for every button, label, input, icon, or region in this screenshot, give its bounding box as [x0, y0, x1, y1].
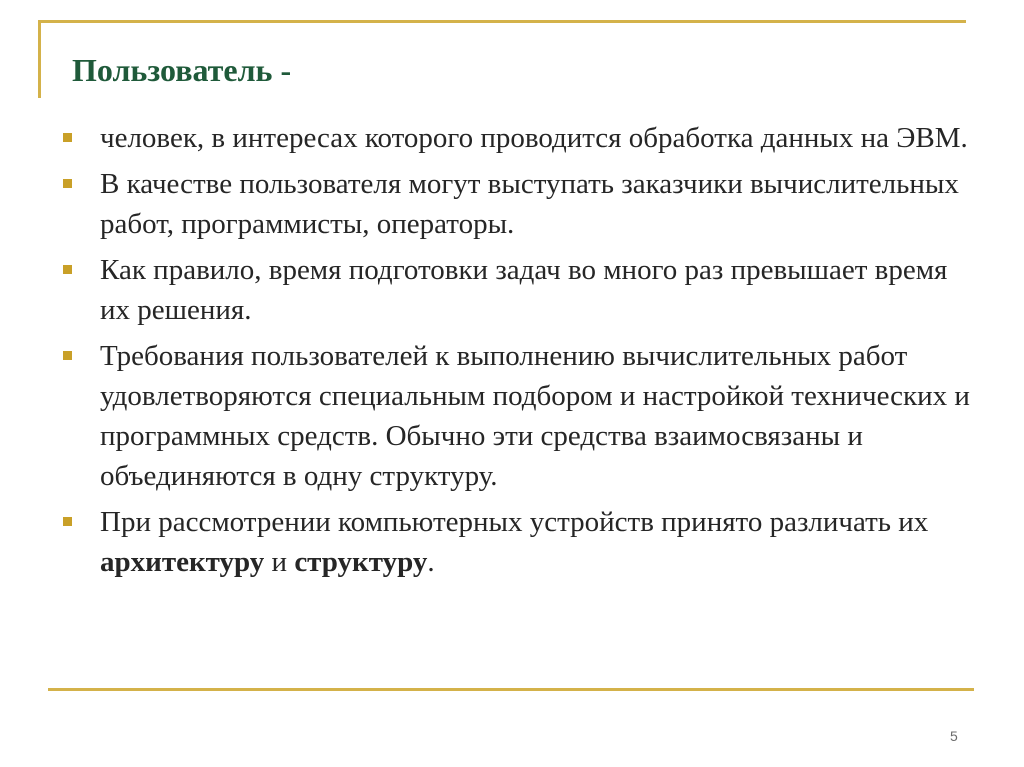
bullet-text: Как правило, время подготовки задач во много раз превышает время их решения.	[100, 254, 948, 326]
page-number: 5	[950, 728, 958, 744]
bold-term-architecture: архитектуру	[100, 546, 265, 578]
left-frame-line	[38, 20, 41, 98]
bullet-text-middle: и	[264, 546, 295, 578]
bullet-square-icon	[63, 351, 72, 360]
bullet-item-4	[58, 336, 978, 496]
bullet-item-2	[58, 164, 978, 244]
bullet-text: В качестве пользователя могут выступать заказчики вычислительных работ, программисты, операторы.	[100, 168, 959, 240]
bold-term-structure: структуру	[294, 546, 428, 578]
bullet-item-5	[58, 502, 978, 582]
slide-title: Пользователь -	[72, 52, 292, 88]
bullet-item-1	[58, 118, 978, 158]
top-frame-line	[38, 20, 966, 23]
bullet-text: Требования пользователей к выполнению вычислительных работ удовлетворяются специальным подбором и настройкой технических и программных средств. Обычно эти средства взаимосвязаны и объединяются в одну структуру.	[100, 340, 970, 492]
bullet-list	[58, 118, 978, 588]
bullet-square-icon	[63, 179, 72, 188]
bottom-frame-line	[48, 688, 974, 691]
bullet-text: человек, в интересах которого проводится обработка данных на ЭВМ.	[100, 122, 968, 154]
bullet-text-start: При рассмотрении компьютерных устройств принято различать их	[100, 506, 929, 538]
bullet-square-icon	[63, 517, 72, 526]
bullet-item-3	[58, 250, 978, 330]
bullet-square-icon	[63, 265, 72, 274]
bullet-square-icon	[63, 133, 72, 142]
bullet-text-end: .	[427, 546, 435, 578]
